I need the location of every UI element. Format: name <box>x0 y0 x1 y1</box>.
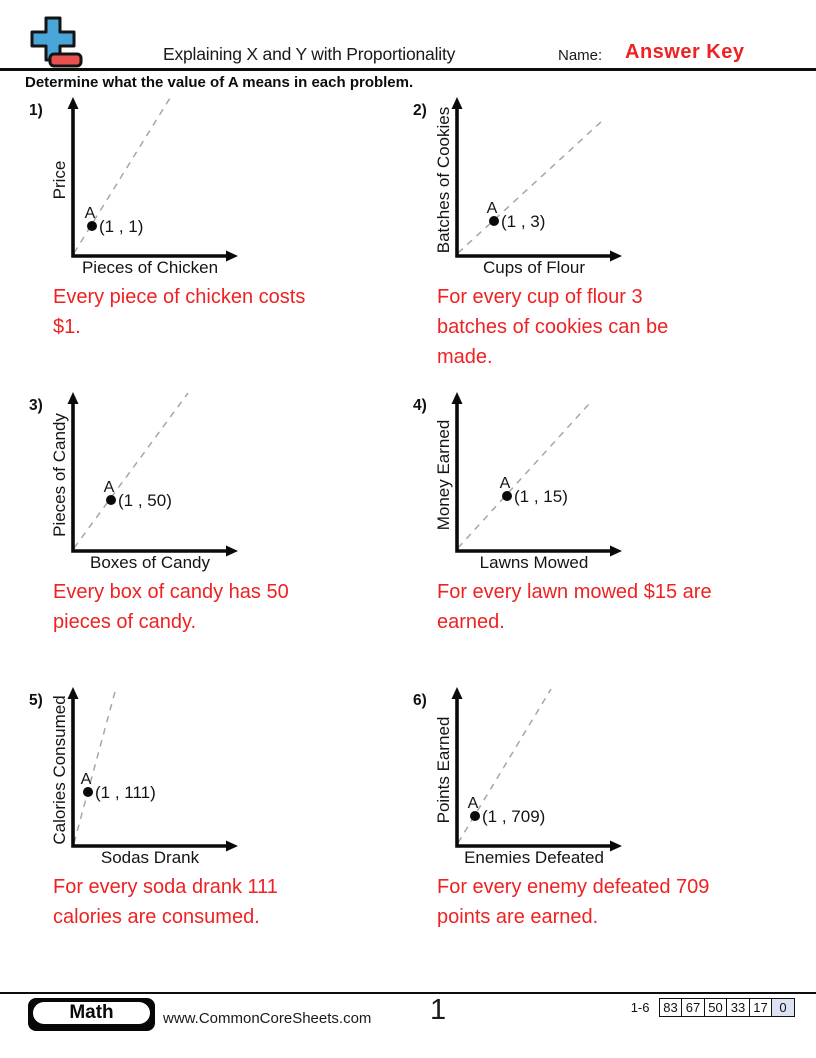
point-a-coordinates: (1 , 3) <box>501 212 546 231</box>
problem-5 <box>28 686 412 981</box>
answer-line: pieces of candy. <box>53 611 197 633</box>
x-axis-arrow-icon <box>610 546 622 557</box>
answer-line: $1. <box>53 316 81 338</box>
answer-text <box>53 282 305 342</box>
answer-line: For every lawn mowed $15 are <box>437 581 712 603</box>
y-axis-label: Points Earned <box>434 716 453 824</box>
x-axis-label: Enemies Defeated <box>464 848 604 867</box>
graph-problem-1 <box>28 96 278 278</box>
answer-line: calories are consumed. <box>53 906 260 928</box>
point-a-dot <box>87 221 97 231</box>
answer-line: batches of cookies can be <box>437 316 669 338</box>
minus-icon <box>50 54 81 66</box>
point-a-dot <box>502 491 512 501</box>
y-axis-label: Calories Consumed <box>50 695 69 845</box>
x-axis-label: Cups of Flour <box>482 258 586 277</box>
problem-3 <box>28 391 412 686</box>
point-a-coordinates: (1 , 111) <box>95 783 156 802</box>
score-cell-highlighted: 0 <box>771 998 795 1017</box>
problem-1 <box>28 96 412 391</box>
answer-text <box>53 872 278 932</box>
x-axis-arrow-icon <box>226 841 238 852</box>
problem-6 <box>412 686 790 981</box>
x-axis-arrow-icon <box>610 251 622 262</box>
graph-problem-5 <box>28 686 278 868</box>
point-a-label: A <box>499 475 511 492</box>
problem-number: 5) <box>29 692 43 709</box>
score-cell: 17 <box>749 998 773 1017</box>
x-axis-label: Sodas Drank <box>100 848 200 867</box>
score-cell: 33 <box>726 998 750 1017</box>
problem-number: 6) <box>413 692 427 709</box>
point-a-label: A <box>486 200 498 217</box>
instruction-text: Determine what the value of A means in each problem. <box>25 74 414 91</box>
y-axis-label: Pieces of Candy <box>50 413 69 537</box>
axes <box>457 107 612 256</box>
page-number: 1 <box>430 994 447 1026</box>
point-a-label: A <box>103 479 115 496</box>
y-axis-label: Price <box>50 160 69 200</box>
point-a-dot <box>83 787 93 797</box>
problem-number: 2) <box>413 102 427 119</box>
answer-text <box>437 282 668 372</box>
answer-text <box>437 577 712 637</box>
page-footer <box>0 992 816 1058</box>
x-axis-label: Pieces of Chicken <box>81 258 219 277</box>
proportional-dashed-line <box>74 393 188 548</box>
answer-line: For every soda drank 111 <box>53 876 278 898</box>
answer-line: earned. <box>437 611 505 633</box>
commoncoresheets-logo <box>26 16 86 70</box>
problem-2 <box>412 96 790 391</box>
answer-line: Every piece of chicken costs <box>53 286 306 308</box>
answer-text <box>53 577 289 637</box>
page-title: Explaining X and Y with Proportionality <box>163 44 456 64</box>
axes <box>73 402 228 551</box>
y-axis-label: Money Earned <box>434 419 453 531</box>
x-axis-arrow-icon <box>226 251 238 262</box>
y-axis-arrow-icon <box>68 392 79 404</box>
x-axis-label: Boxes of Candy <box>89 553 211 572</box>
proportional-dashed-line <box>458 404 589 548</box>
subject-badge-label: Math <box>33 1002 150 1024</box>
website-url: www.CommonCoreSheets.com <box>163 1010 372 1027</box>
score-table <box>631 998 795 1017</box>
point-a-coordinates: (1 , 709) <box>482 807 546 826</box>
score-range-label: 1-6 <box>630 1000 650 1015</box>
score-cell: 83 <box>659 998 683 1017</box>
subject-badge <box>28 998 155 1031</box>
point-a-dot <box>489 216 499 226</box>
answer-line: points are earned. <box>437 906 599 928</box>
problem-number: 4) <box>413 397 427 414</box>
y-axis-arrow-icon <box>68 97 79 109</box>
proportional-dashed-line <box>74 688 116 843</box>
score-cell: 67 <box>681 998 705 1017</box>
problem-number: 3) <box>29 397 43 414</box>
graph-problem-3 <box>28 391 278 573</box>
problems-grid <box>28 96 816 981</box>
problem-4 <box>412 391 790 686</box>
point-a-label: A <box>467 795 479 812</box>
y-axis-arrow-icon <box>452 687 463 699</box>
graph-problem-4 <box>412 391 662 573</box>
proportional-dashed-line <box>458 121 602 253</box>
x-axis-arrow-icon <box>226 546 238 557</box>
y-axis-arrow-icon <box>68 687 79 699</box>
answer-line: For every cup of flour 3 <box>437 286 643 308</box>
point-a-dot <box>470 811 480 821</box>
point-a-coordinates: (1 , 15) <box>514 487 568 506</box>
problem-number: 1) <box>29 102 43 119</box>
y-axis-label: Batches of Cookies <box>434 106 453 254</box>
axes <box>73 697 228 846</box>
x-axis-arrow-icon <box>610 841 622 852</box>
y-axis-arrow-icon <box>452 392 463 404</box>
answer-line: For every enemy defeated 709 <box>437 876 710 898</box>
answer-text <box>437 872 709 932</box>
graph-problem-6 <box>412 686 662 868</box>
answer-key-text: Answer Key <box>625 41 745 63</box>
point-a-coordinates: (1 , 1) <box>99 217 144 236</box>
point-a-coordinates: (1 , 50) <box>118 491 172 510</box>
worksheet-header <box>0 0 816 71</box>
score-cell: 50 <box>704 998 728 1017</box>
y-axis-arrow-icon <box>452 97 463 109</box>
point-a-label: A <box>84 205 96 222</box>
x-axis-label: Lawns Mowed <box>479 553 589 572</box>
answer-line: made. <box>437 346 493 368</box>
point-a-dot <box>106 495 116 505</box>
point-a-label: A <box>80 771 92 788</box>
axes <box>73 107 228 256</box>
axes <box>457 402 612 551</box>
name-label: Name: <box>558 47 603 64</box>
answer-line: Every box of candy has 50 <box>53 581 289 603</box>
graph-problem-2 <box>412 96 662 278</box>
